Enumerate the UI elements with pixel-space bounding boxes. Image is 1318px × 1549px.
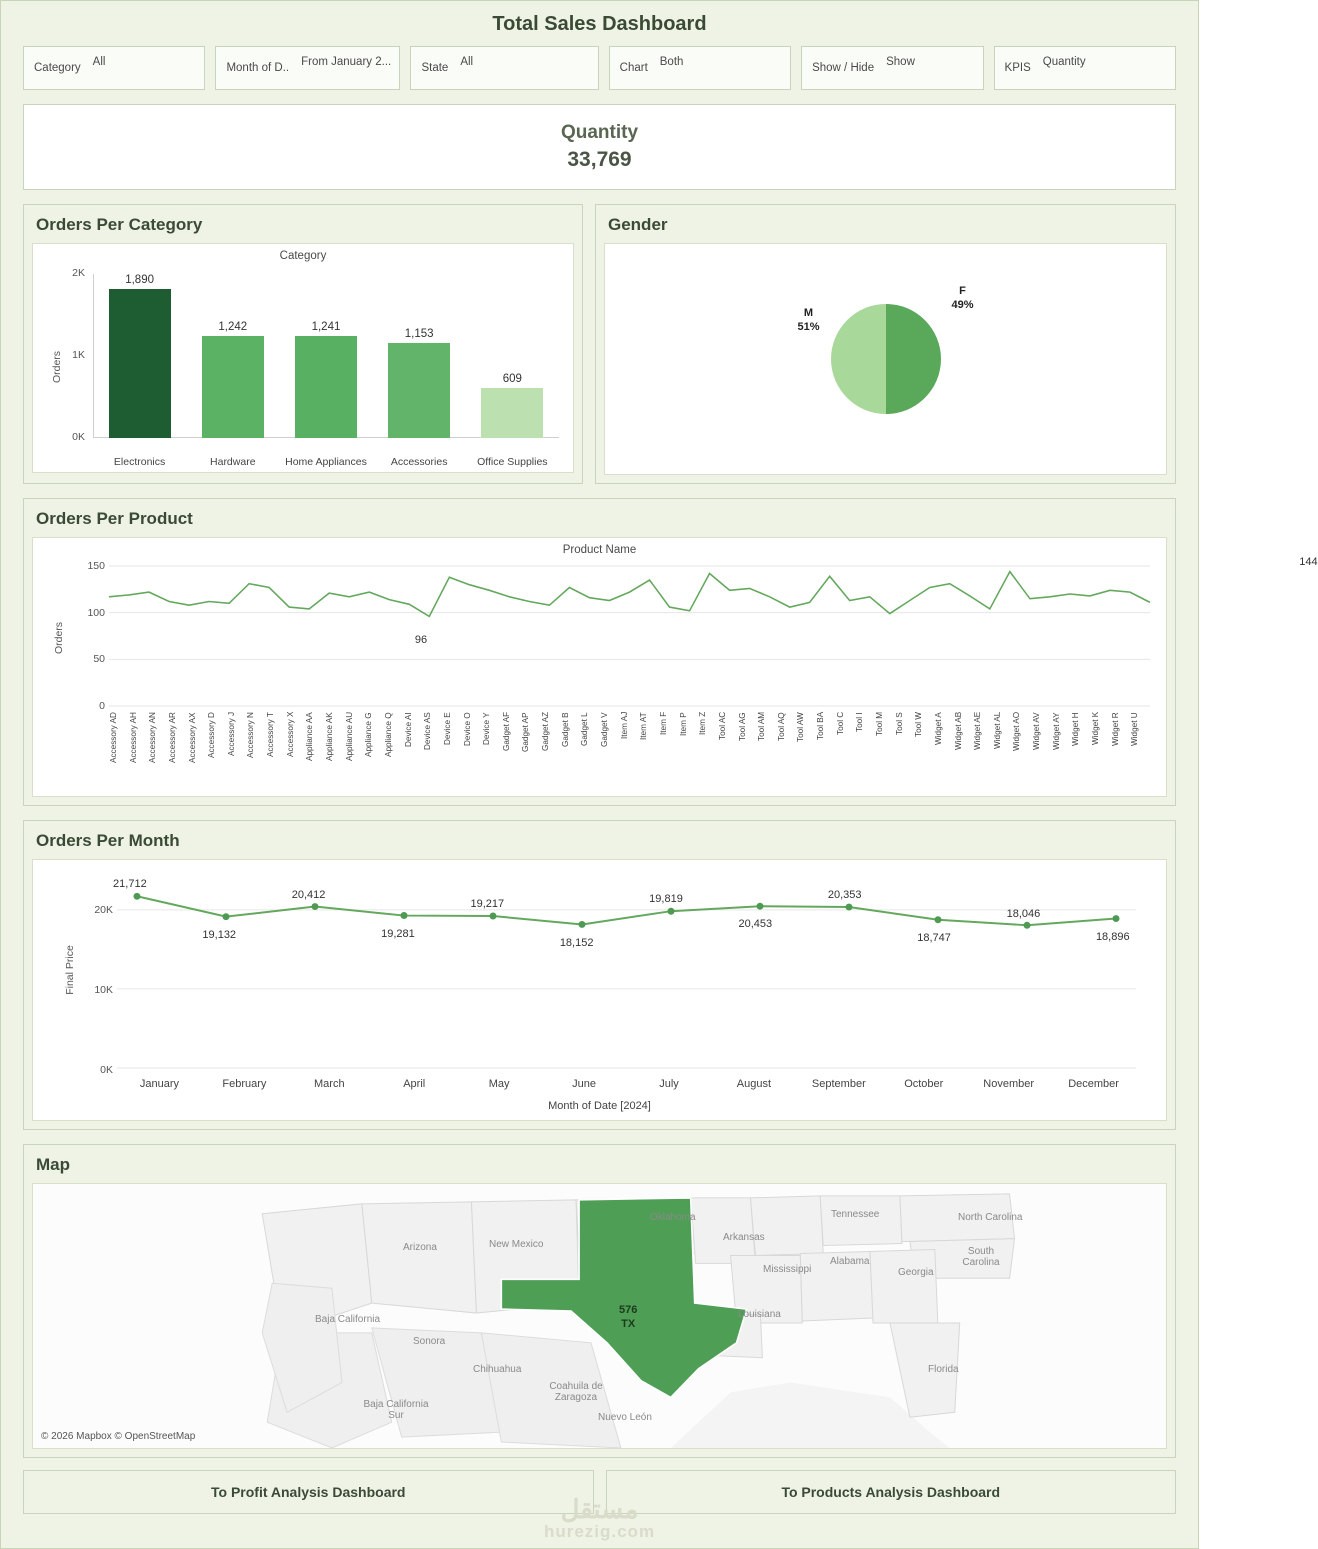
product-x-tick: Accessory AN <box>148 712 158 763</box>
product-y-tick: 100 <box>87 606 105 619</box>
orders-per-category-title: Orders Per Category <box>36 215 203 234</box>
filter-show-hide-label: Show / Hide <box>812 62 875 74</box>
bar-category-label: Home Appliances <box>285 455 367 468</box>
filter-chart-label: Chart <box>619 62 648 74</box>
bar-rect[interactable] <box>202 336 264 438</box>
map-view[interactable] <box>32 1183 1167 1449</box>
month-x-tick: November <box>983 1078 1035 1090</box>
product-x-tick: Widget AY <box>1051 712 1061 750</box>
product-x-tick: Accessory J <box>226 712 236 757</box>
bar-x-tick-labels <box>93 456 559 468</box>
footer-nav <box>23 1470 1176 1514</box>
panel-orders-per-product <box>23 498 1318 806</box>
product-y-tick: 150 <box>87 560 105 572</box>
product-x-tick: Gadget B <box>560 712 570 747</box>
filter-month-label: Month of D.. <box>226 62 290 74</box>
product-y-tick: 0 <box>99 700 105 712</box>
product-x-tick: Accessory X <box>285 712 295 758</box>
product-x-tick: Tool AW <box>796 712 806 742</box>
map-state-label: North Carolina <box>958 1212 1023 1223</box>
month-x-tick: January <box>139 1078 180 1090</box>
map-state-label: Arizona <box>403 1242 437 1253</box>
filter-category-label: Category <box>34 62 81 74</box>
orders-per-product-body[interactable] <box>32 537 1318 797</box>
map-state-label: Georgia <box>898 1267 934 1278</box>
month-value-label: 19,281 <box>381 927 415 940</box>
bar-item[interactable] <box>191 274 275 438</box>
product-x-tick: Item AT <box>639 712 649 740</box>
product-x-tick: Accessory AX <box>187 712 197 763</box>
bar-rect[interactable] <box>388 343 450 438</box>
bar-y-tick: 0K <box>72 431 85 443</box>
map-title: Map <box>36 1155 70 1174</box>
bar-category-label: Hardware <box>210 455 256 468</box>
product-x-tick: Device AI <box>403 712 413 747</box>
filter-kpis-label: KPIS <box>1004 62 1031 74</box>
month-x-tick-labels <box>117 1078 1136 1090</box>
filter-kpis-value: Quantity <box>1042 56 1086 68</box>
map-state-label: Tennessee <box>831 1209 880 1220</box>
month-y-tick: 20K <box>94 904 113 916</box>
filter-state-value: All <box>460 56 474 68</box>
product-line-series <box>109 566 1150 706</box>
month-line-series <box>117 894 1136 1068</box>
map-state-label: Louisiana <box>738 1309 781 1320</box>
map-background <box>33 1184 1166 1448</box>
month-x-tick: February <box>222 1078 267 1090</box>
bar-y-axis-title: Orders <box>51 350 64 384</box>
month-line-svg <box>117 894 1136 1068</box>
gender-title: Gender <box>608 215 668 234</box>
map-state-label: New Mexico <box>489 1239 544 1250</box>
map-state-label: Nuevo León <box>598 1412 652 1423</box>
panel-gender <box>595 204 1176 484</box>
product-x-tick: Appliance AU <box>344 712 354 762</box>
filter-chart[interactable] <box>609 46 791 90</box>
filter-chart-value: Both <box>659 56 684 68</box>
product-x-tick: Tool BA <box>816 712 826 741</box>
map-vector <box>33 1184 1166 1448</box>
filter-category[interactable] <box>23 46 205 90</box>
orders-per-month-title: Orders Per Month <box>36 831 180 850</box>
filter-month[interactable] <box>215 46 400 90</box>
product-annotation: 144 <box>1299 555 1318 568</box>
filter-month-value: From January 2... <box>301 56 392 68</box>
month-y-tick: 0K <box>100 1064 113 1076</box>
product-y-ticks <box>69 560 105 712</box>
filter-show-hide[interactable] <box>801 46 983 90</box>
map-state-label: South Carolina <box>962 1246 1000 1268</box>
kpi-title: Quantity <box>560 122 639 143</box>
orders-per-month-body[interactable] <box>32 859 1167 1121</box>
product-x-tick-labels <box>109 712 1150 792</box>
product-x-tick: Tool I <box>855 712 865 732</box>
product-x-tick: Device AS <box>423 712 433 750</box>
map-state-label: Oklahoma <box>650 1212 696 1223</box>
filter-kpis[interactable] <box>994 46 1176 90</box>
panel-orders-per-month <box>23 820 1176 1130</box>
gender-chart[interactable] <box>604 243 1167 475</box>
product-x-tick: Item AJ <box>619 712 629 740</box>
bar-rect[interactable] <box>109 289 171 438</box>
month-value-label: 18,747 <box>917 932 951 945</box>
month-value-label: 20,453 <box>738 918 773 931</box>
filter-state[interactable] <box>410 46 598 90</box>
product-x-tick: Tool AM <box>757 712 767 742</box>
map-state-label: Sonora <box>413 1336 446 1347</box>
bar-series <box>93 274 559 438</box>
bar-value-label: 1,242 <box>218 321 248 334</box>
product-x-tick: Tool S <box>894 712 904 735</box>
product-x-tick: Appliance AA <box>305 712 315 761</box>
product-x-tick: Tool AG <box>737 712 747 741</box>
kpi-value: 33,769 <box>567 148 632 171</box>
month-value-label: 18,152 <box>559 936 594 949</box>
month-value-label: 18,046 <box>1006 907 1041 920</box>
bar-rect[interactable] <box>295 336 357 438</box>
product-x-tick: Widget AV <box>1032 712 1042 750</box>
month-x-tick: May <box>488 1078 510 1090</box>
to-products-analysis-dashboard-button[interactable]: To Products Analysis Dashboard <box>606 1470 1177 1514</box>
product-x-tick: Tool AC <box>717 712 727 741</box>
month-y-ticks <box>73 894 113 1076</box>
product-x-tick: Device E <box>442 712 452 745</box>
product-x-tick: Tool AQ <box>776 712 786 741</box>
product-x-tick: Tool W <box>914 712 924 738</box>
bar-item[interactable] <box>284 274 368 438</box>
month-x-tick: December <box>1068 1078 1119 1090</box>
product-x-tick: Gadget AZ <box>541 712 551 752</box>
product-x-tick: Item P <box>678 712 688 736</box>
product-annotation: 96 <box>414 634 428 647</box>
page-title: Total Sales Dashboard <box>492 13 707 35</box>
product-x-tick: Gadget L <box>580 712 590 746</box>
product-chart-caption: Product Name <box>562 544 637 556</box>
month-value-label: 20,412 <box>291 888 326 901</box>
bar-value-label: 1,890 <box>125 274 154 286</box>
product-x-tick: Widget AE <box>973 712 983 751</box>
pie-chart <box>831 304 941 414</box>
map-state-label: Chihuahua <box>473 1364 522 1375</box>
product-x-tick: Gadget AF <box>501 712 511 752</box>
panel-orders-per-category <box>23 204 583 484</box>
filter-category-value: All <box>92 56 106 68</box>
product-x-tick: Appliance G <box>364 712 374 757</box>
month-y-axis-title: Final Price <box>63 945 76 995</box>
bar-value-label: 1,241 <box>311 321 341 334</box>
product-x-tick: Gadget V <box>600 712 610 747</box>
bar-category-label: Electronics <box>113 455 166 468</box>
product-x-tick: Accessory AD <box>109 712 118 763</box>
map-state-label: Coahuila de Zaragoza <box>549 1381 603 1403</box>
product-line-svg <box>109 566 1150 706</box>
month-x-tick: August <box>736 1078 772 1090</box>
product-x-tick: Widget R <box>1110 712 1120 746</box>
charts-row-top <box>23 204 1176 484</box>
product-x-tick: Item Z <box>698 712 708 736</box>
month-value-label: 19,132 <box>202 928 237 941</box>
map-state-label: Alabama <box>830 1256 870 1267</box>
product-x-tick: Widget AL <box>992 712 1002 750</box>
product-x-tick: Accessory T <box>266 712 276 757</box>
month-x-tick: March <box>314 1078 345 1090</box>
month-value-label: 19,217 <box>470 898 505 911</box>
bar-chart[interactable] <box>33 262 573 472</box>
month-x-tick: June <box>572 1078 596 1090</box>
bar-item[interactable] <box>377 274 461 438</box>
product-x-tick: Widget U <box>1130 712 1140 746</box>
filter-bar <box>1 46 1198 90</box>
product-x-tick: Accessory AH <box>128 712 138 763</box>
product-x-tick: Appliance Q <box>383 712 393 757</box>
to-profit-analysis-dashboard-button[interactable]: To Profit Analysis Dashboard <box>23 1470 594 1514</box>
product-x-tick: Widget AB <box>953 712 963 751</box>
bar-y-tick: 1K <box>72 349 85 361</box>
product-x-tick: Accessory D <box>207 712 217 758</box>
month-y-tick: 10K <box>94 984 113 996</box>
product-x-tick: Tool M <box>874 712 884 737</box>
map-state-label: Mississippi <box>763 1264 812 1275</box>
month-x-tick: October <box>904 1078 944 1090</box>
product-y-axis-title: Orders <box>53 621 66 655</box>
product-x-tick: Accessory AR <box>167 712 177 763</box>
product-x-tick: Appliance AK <box>325 712 335 761</box>
map-state-label: Baja California <box>315 1314 381 1325</box>
bar-item[interactable] <box>98 274 182 438</box>
month-value-label: 18,896 <box>1095 930 1130 943</box>
pie-label-f: F 49% <box>951 285 974 312</box>
filter-show-hide-value: Show <box>886 56 915 68</box>
map-state-label: Florida <box>928 1364 959 1375</box>
month-x-axis-title: Month of Date [2024] <box>548 1100 651 1112</box>
bar-category-label: Accessories <box>390 455 448 468</box>
month-value-label: 21,712 <box>113 878 147 891</box>
orders-per-product-title: Orders Per Product <box>36 509 193 528</box>
product-x-tick: Device Y <box>482 712 492 745</box>
product-x-tick: Gadget AP <box>521 712 531 752</box>
product-x-tick: Widget K <box>1091 712 1101 746</box>
bar-y-tick: 2K <box>72 267 85 279</box>
month-x-tick: April <box>403 1078 426 1090</box>
map-highlight-label: 576 TX <box>619 1304 638 1330</box>
month-x-tick: July <box>659 1078 679 1090</box>
product-x-tick: Item F <box>658 712 668 736</box>
product-x-tick: Tool C <box>835 712 845 736</box>
month-value-label: 20,353 <box>827 889 862 902</box>
orders-per-category-body <box>32 243 574 473</box>
product-x-tick: Device O <box>462 712 472 746</box>
product-x-tick: Widget A <box>933 712 943 745</box>
bar-value-label: 609 <box>502 373 522 386</box>
filter-state-label: State <box>421 62 449 74</box>
month-value-label: 19,819 <box>649 893 683 906</box>
kpi-card <box>23 104 1176 190</box>
bar-rect[interactable] <box>481 388 543 438</box>
product-x-tick: Widget AO <box>1012 712 1022 752</box>
pie-label-m: M 51% <box>797 307 820 334</box>
bar-chart-caption: Category <box>279 250 327 262</box>
bar-item[interactable] <box>470 274 554 438</box>
map-state-label: Arkansas <box>723 1232 765 1243</box>
watermark: مستقل hurezig.com <box>543 1493 656 1542</box>
month-x-tick: September <box>811 1078 866 1090</box>
map-state-label: Baja California Sur <box>363 1399 429 1421</box>
bar-value-label: 1,153 <box>404 328 434 341</box>
bar-category-label: Office Supplies <box>477 455 548 468</box>
product-x-tick: Widget H <box>1071 712 1081 746</box>
map-attribution: © 2026 Mapbox © OpenStreetMap <box>41 1431 196 1442</box>
product-y-tick: 50 <box>93 653 105 666</box>
product-x-tick: Accessory N <box>246 712 256 758</box>
panel-map <box>23 1144 1176 1458</box>
